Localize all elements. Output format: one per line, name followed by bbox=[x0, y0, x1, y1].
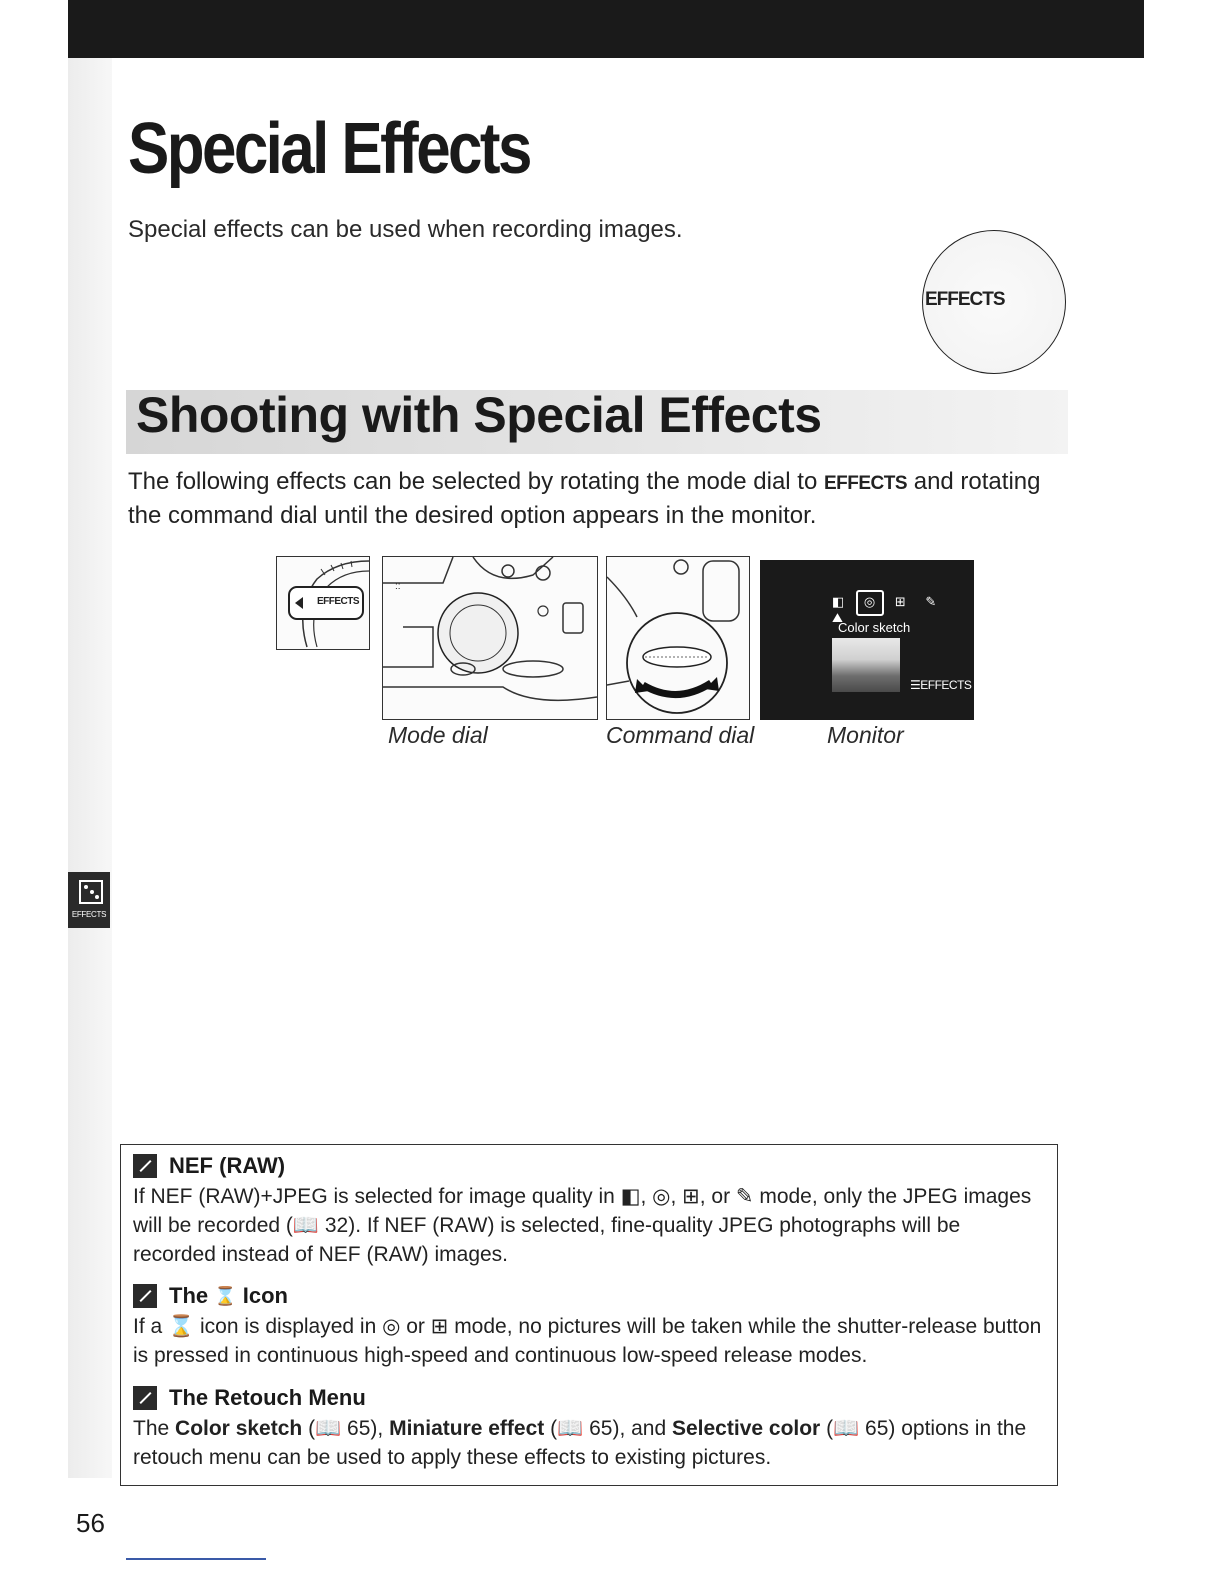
page-number: 56 bbox=[76, 1508, 105, 1538]
section-title: Shooting with Special Effects bbox=[136, 387, 822, 443]
note-heading bbox=[133, 1383, 1045, 1413]
note-body: If NEF (RAW)+JPEG is selected for image quality in ◧, ◎, ⊞, or ✎ mode, only the JPEG images will be recorded (📖 32). If NEF (RAW) is selected, fine-quality JPEG photographs will be recorded instead of NEF (RAW) images. bbox=[133, 1185, 1032, 1266]
body-text-2: and rotating the command dial until the desired option appears in the monitor. bbox=[128, 468, 1041, 529]
mode-dial-zoom bbox=[276, 556, 370, 650]
note-nef-raw bbox=[133, 1151, 1045, 1269]
note-text: (📖 65), and bbox=[544, 1417, 672, 1440]
monitor-mode-text: EFFECTS bbox=[920, 678, 972, 692]
note-hourglass-icon bbox=[133, 1281, 1045, 1370]
camera-mode-dial-figure bbox=[382, 556, 598, 720]
color-sketch-term: Color sketch bbox=[175, 1417, 303, 1440]
command-dial-figure bbox=[606, 556, 750, 720]
page-title: Special Effects bbox=[128, 109, 530, 189]
note-text: (📖 65), bbox=[302, 1417, 390, 1440]
note-heading-text: The bbox=[169, 1283, 215, 1308]
command-dial-drawing bbox=[607, 557, 749, 719]
dial-effects-label: EFFECTS bbox=[925, 289, 1005, 310]
note-heading bbox=[133, 1151, 1045, 1181]
section-body bbox=[128, 466, 1068, 532]
monitor-option-name: Color sketch bbox=[838, 620, 911, 635]
note-heading bbox=[133, 1281, 1045, 1311]
monitor-mode-label: ☰EFFECTS bbox=[910, 678, 972, 692]
svg-text:::: :: bbox=[395, 581, 401, 592]
selected-effect-highlight bbox=[856, 590, 884, 616]
note-heading-text: Icon bbox=[236, 1283, 288, 1308]
monitor-display bbox=[760, 560, 974, 720]
camera-top-drawing bbox=[383, 557, 597, 719]
note-text: The bbox=[133, 1417, 176, 1440]
note-heading-text: NEF (RAW) bbox=[169, 1153, 286, 1178]
effects-icon bbox=[79, 880, 103, 904]
footer-rule bbox=[126, 1558, 266, 1560]
note-heading-text: The Retouch Menu bbox=[169, 1385, 366, 1410]
pencil-icon bbox=[133, 1154, 157, 1178]
intro-text: Special effects can be used when recording images. bbox=[128, 216, 683, 243]
caption-mode-dial: Mode dial bbox=[388, 722, 488, 748]
sample-image-thumbnail bbox=[832, 638, 900, 692]
mode-dial-illustration bbox=[922, 230, 1066, 374]
body-text-1: The following effects can be selected by rotating the mode dial to bbox=[128, 468, 824, 495]
pencil-icon bbox=[133, 1386, 157, 1410]
hourglass-icon: ⌛ bbox=[214, 1285, 237, 1306]
note-retouch-menu bbox=[133, 1383, 1045, 1472]
chapter-tab-label: EFFECTS bbox=[71, 910, 107, 919]
zoom-effects-label: EFFECTS bbox=[317, 596, 360, 607]
selective-color-term: Selective color bbox=[671, 1417, 821, 1440]
miniature-effect-term: Miniature effect bbox=[389, 1417, 545, 1440]
left-margin-strip bbox=[68, 58, 112, 1478]
note-body bbox=[133, 1414, 1045, 1472]
effect-mode-icons: ◧ ◎ ⊞ ✎ ⛰ bbox=[832, 594, 945, 625]
pencil-icon bbox=[133, 1284, 157, 1308]
note-body: If a ⌛ icon is displayed in ◎ or ⊞ mode, no pictures will be taken while the shutter-release button is pressed in continuous high-speed and continuous low-speed release modes. bbox=[133, 1315, 1042, 1367]
chapter-tab bbox=[68, 872, 110, 928]
notes-box bbox=[120, 1144, 1058, 1486]
caption-command-dial: Command dial bbox=[606, 722, 755, 748]
top-bar bbox=[68, 0, 1144, 58]
effects-keyword: EFFECTS bbox=[823, 473, 908, 494]
note-text: (📖 65) options in the retouch menu can be used to apply these effects to existing pictures. bbox=[133, 1417, 1027, 1469]
caption-monitor: Monitor bbox=[827, 722, 904, 748]
